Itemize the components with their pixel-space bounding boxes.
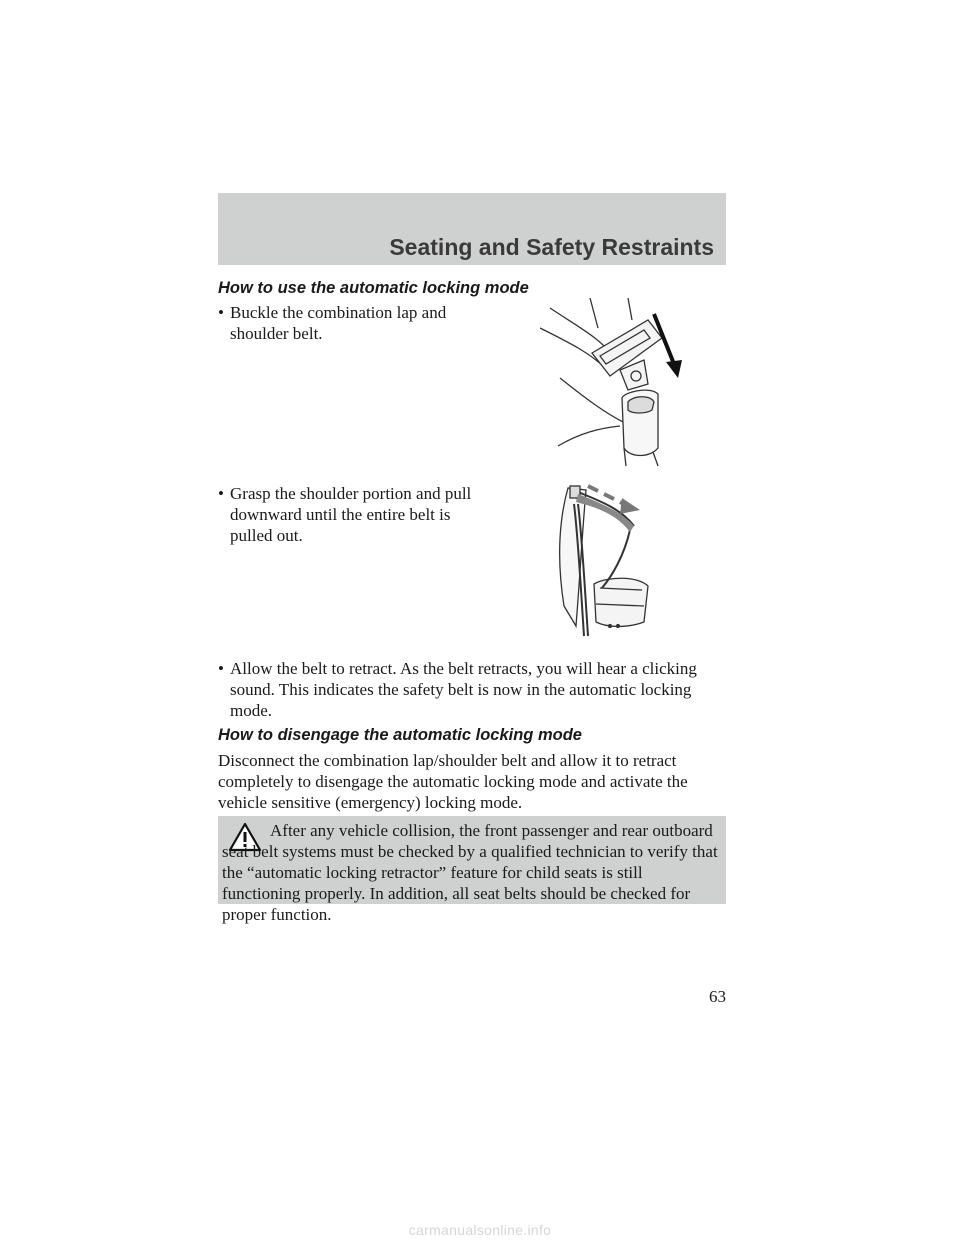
bullet-dot: • — [218, 659, 224, 678]
bullet-text: Buckle the combination lap and shoulder belt. — [230, 303, 447, 343]
bullet-text: Grasp the shoulder portion and pull downward until the entire belt is pulled out. — [230, 484, 472, 545]
bullet-dot: • — [218, 303, 224, 322]
chapter-title: Seating and Safety Restraints — [389, 234, 714, 260]
section-heading-disengage-automatic-locking: How to disengage the automatic locking mode — [218, 726, 582, 744]
seat-belt-illustration — [548, 476, 658, 642]
bullet-item-buckle — [218, 302, 478, 344]
page-number: 63 — [709, 987, 726, 1006]
bullet-item-allow-retract — [218, 658, 718, 721]
bullet-dot: • — [218, 484, 224, 503]
warning-text: After any vehicle collision, the front passenger and rear outboard seat belt systems must be checked by a qualified technician to verify that the “automatic locking retractor” feature for child seats is still functioning properly. In addition, all seat belts should be checked for proper function. — [222, 821, 718, 924]
header-band — [218, 193, 726, 265]
section-heading-use-automatic-locking: How to use the automatic locking mode — [218, 279, 529, 297]
buckle-illustration — [540, 298, 700, 468]
bullet-item-grasp-shoulder — [218, 483, 488, 546]
watermark: carmanualsonline.info — [408, 1222, 552, 1238]
disengage-paragraph: Disconnect the combination lap/shoulder belt and allow it to retract completely to disengage the automatic locking mode and activate the vehicle sensitive (emergency) locking mode. — [218, 751, 688, 812]
warning-box — [218, 816, 726, 924]
bullet-text: Allow the belt to retract. As the belt retracts, you will hear a clicking sound. This indicates the safety belt is now in the automatic locking mode. — [230, 659, 697, 720]
